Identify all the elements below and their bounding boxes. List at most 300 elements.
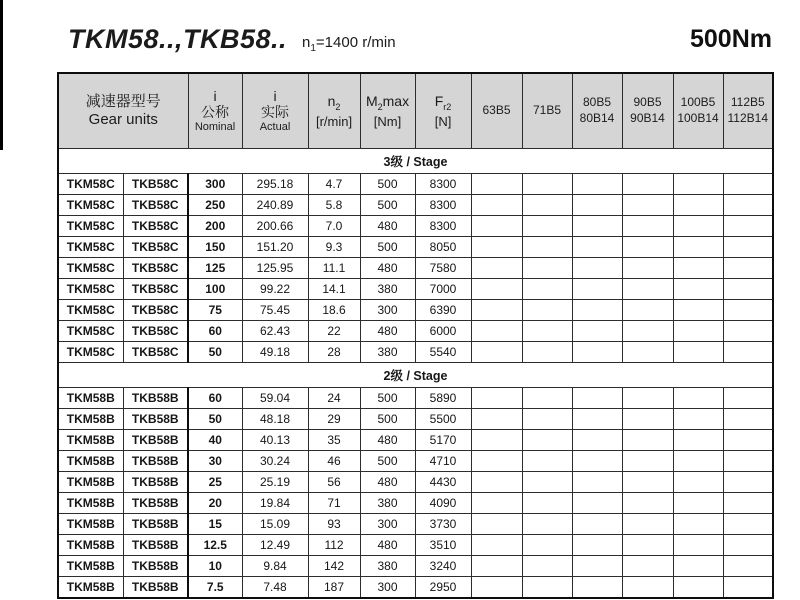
table-cell: TKM58C <box>58 174 123 195</box>
motor-cell-empty <box>673 430 723 451</box>
table-cell: 380 <box>360 556 415 577</box>
table-cell: 500 <box>360 451 415 472</box>
table-cell: 5540 <box>415 342 471 363</box>
col-header-motor-71b5: 71B5 <box>522 73 572 149</box>
n2-symbol: n <box>327 92 336 109</box>
table-cell: TKM58B <box>58 409 123 430</box>
motor-cell-empty <box>723 300 773 321</box>
table-cell: 480 <box>360 258 415 279</box>
i-actual-en: Actual <box>259 120 291 133</box>
motor-cell-empty <box>471 300 522 321</box>
table-cell: TKB58B <box>123 577 188 599</box>
table-cell: 15.09 <box>242 514 308 535</box>
table-cell: 49.18 <box>242 342 308 363</box>
table-cell: 100 <box>188 279 242 300</box>
table-cell: TKB58B <box>123 493 188 514</box>
motor-cell-empty <box>471 321 522 342</box>
table-cell: 142 <box>308 556 360 577</box>
motor-cell-empty <box>471 237 522 258</box>
motor-cell-empty <box>673 409 723 430</box>
table-cell: 500 <box>360 388 415 409</box>
motor-cell-empty <box>622 195 673 216</box>
table-cell: 500 <box>360 174 415 195</box>
spec-table-body <box>58 149 773 599</box>
table-cell: TKM58C <box>58 321 123 342</box>
motor-cell-empty <box>622 216 673 237</box>
motor-cell-empty <box>673 493 723 514</box>
table-cell: TKB58B <box>123 535 188 556</box>
table-cell: TKB58C <box>123 216 188 237</box>
motor-cell-empty <box>723 342 773 363</box>
table-cell: 3240 <box>415 556 471 577</box>
fr2-symbol: F <box>434 92 444 109</box>
table-cell: 56 <box>308 472 360 493</box>
motor-cell-empty <box>522 430 572 451</box>
header-row <box>58 73 773 149</box>
table-cell: 12.5 <box>188 535 242 556</box>
table-row <box>58 258 773 279</box>
motor-cell-empty <box>522 577 572 599</box>
table-cell: 40 <box>188 430 242 451</box>
table-cell: 30 <box>188 451 242 472</box>
col-header-n2 <box>308 73 360 149</box>
col-header-i-nominal <box>188 73 242 149</box>
table-cell: TKB58C <box>123 195 188 216</box>
table-cell: 4710 <box>415 451 471 472</box>
i-actual-symbol: i <box>273 88 277 105</box>
stage-label: 2级 / Stage <box>58 363 773 388</box>
table-cell: 380 <box>360 342 415 363</box>
motor-cell-empty <box>673 342 723 363</box>
table-row <box>58 451 773 472</box>
table-cell: 112 <box>308 535 360 556</box>
table-cell: 5500 <box>415 409 471 430</box>
motor-cell-empty <box>572 409 622 430</box>
table-cell: TKM58B <box>58 556 123 577</box>
table-cell: 300 <box>360 300 415 321</box>
table-cell: 380 <box>360 279 415 300</box>
motor-cell-empty <box>572 216 622 237</box>
table-row <box>58 493 773 514</box>
stage-band-row <box>58 363 773 388</box>
motor-cell-empty <box>723 388 773 409</box>
i-actual-zh: 实际 <box>261 104 290 121</box>
col-header-motor-100b5: 100B5 100B14 <box>673 73 723 149</box>
table-cell: 2950 <box>415 577 471 599</box>
table-cell: 125.95 <box>242 258 308 279</box>
table-cell: 150 <box>188 237 242 258</box>
table-cell: 48.18 <box>242 409 308 430</box>
motor-cell-empty <box>471 342 522 363</box>
table-cell: 480 <box>360 472 415 493</box>
gear-units-label-zh: 减速器型号 <box>85 93 161 110</box>
table-cell: 7.0 <box>308 216 360 237</box>
gear-spec-table <box>57 72 774 599</box>
table-cell: 6390 <box>415 300 471 321</box>
table-cell: 500 <box>360 237 415 258</box>
speed-subscript: 1 <box>310 43 316 54</box>
table-cell: TKM58C <box>58 216 123 237</box>
motor-cell-empty <box>622 174 673 195</box>
motor-cell-empty <box>673 514 723 535</box>
motor-cell-empty <box>622 237 673 258</box>
table-cell: TKB58B <box>123 388 188 409</box>
col-header-motor-90b5: 90B5 90B14 <box>622 73 673 149</box>
table-cell: 62.43 <box>242 321 308 342</box>
motor-cell-empty <box>522 556 572 577</box>
table-cell: 9.84 <box>242 556 308 577</box>
table-cell: 200 <box>188 216 242 237</box>
table-cell: 6000 <box>415 321 471 342</box>
table-row <box>58 342 773 363</box>
motor-cell-empty <box>723 279 773 300</box>
fr2-subscript: r2 <box>443 101 452 112</box>
motor-cell-empty <box>673 472 723 493</box>
motor-cell-empty <box>471 279 522 300</box>
motor-cell-empty <box>723 216 773 237</box>
motor-cell-empty <box>572 258 622 279</box>
motor-cell-empty <box>572 493 622 514</box>
table-cell: 4090 <box>415 493 471 514</box>
table-cell: TKM58C <box>58 342 123 363</box>
motor-cell-empty <box>522 174 572 195</box>
table-cell: 8300 <box>415 174 471 195</box>
motor-cell-empty <box>522 279 572 300</box>
motor-cell-empty <box>522 216 572 237</box>
table-cell: 3510 <box>415 535 471 556</box>
motor-cell-empty <box>522 195 572 216</box>
table-cell: 35 <box>308 430 360 451</box>
scan-edge-artifact <box>0 0 3 150</box>
motor-cell-empty <box>522 321 572 342</box>
motor-cell-empty <box>471 174 522 195</box>
table-cell: TKB58C <box>123 174 188 195</box>
motor-cell-empty <box>572 195 622 216</box>
m2max-suffix: max <box>382 92 410 109</box>
motor-cell-empty <box>723 174 773 195</box>
motor-cell-empty <box>572 514 622 535</box>
motor-cell-empty <box>673 279 723 300</box>
motor-cell-empty <box>572 430 622 451</box>
table-cell: 60 <box>188 321 242 342</box>
n2-unit: [r/min] <box>315 114 353 130</box>
table-cell: TKM58B <box>58 514 123 535</box>
table-cell: TKB58C <box>123 279 188 300</box>
motor-cell-empty <box>673 535 723 556</box>
motor-cell-empty <box>522 258 572 279</box>
table-row <box>58 174 773 195</box>
i-nominal-zh: 公称 <box>201 104 230 121</box>
table-cell: 380 <box>360 493 415 514</box>
table-cell: 28 <box>308 342 360 363</box>
motor-cell-empty <box>723 409 773 430</box>
table-cell: 480 <box>360 216 415 237</box>
table-cell: 300 <box>360 577 415 599</box>
table-cell: TKM58C <box>58 258 123 279</box>
table-row <box>58 556 773 577</box>
table-cell: TKB58B <box>123 556 188 577</box>
table-cell: 7.5 <box>188 577 242 599</box>
table-cell: 9.3 <box>308 237 360 258</box>
motor-cell-empty <box>522 237 572 258</box>
table-cell: 300 <box>360 514 415 535</box>
table-cell: TKB58B <box>123 409 188 430</box>
table-cell: 151.20 <box>242 237 308 258</box>
motor-cell-empty <box>723 577 773 599</box>
m2max-subscript: 2 <box>377 101 383 112</box>
table-cell: 10 <box>188 556 242 577</box>
motor-cell-empty <box>522 514 572 535</box>
motor-cell-empty <box>572 174 622 195</box>
motor-cell-empty <box>572 472 622 493</box>
table-cell: TKM58C <box>58 237 123 258</box>
table-cell: 7580 <box>415 258 471 279</box>
table-cell: 295.18 <box>242 174 308 195</box>
motor-cell-empty <box>572 321 622 342</box>
motor-cell-empty <box>673 174 723 195</box>
fr2-unit: [N] <box>434 114 452 130</box>
table-cell: 14.1 <box>308 279 360 300</box>
table-cell: 40.13 <box>242 430 308 451</box>
table-cell: TKB58B <box>123 430 188 451</box>
table-cell: 5890 <box>415 388 471 409</box>
motor-cell-empty <box>622 556 673 577</box>
table-cell: 200.66 <box>242 216 308 237</box>
table-cell: 5170 <box>415 430 471 451</box>
table-cell: 20 <box>188 493 242 514</box>
table-cell: 240.89 <box>242 195 308 216</box>
motor-cell-empty <box>673 451 723 472</box>
motor-cell-empty <box>723 451 773 472</box>
m2max-unit: [Nm] <box>373 114 402 130</box>
table-cell: TKB58C <box>123 237 188 258</box>
motor-cell-empty <box>471 430 522 451</box>
motor-cell-empty <box>522 493 572 514</box>
i-nominal-en: Nominal <box>194 120 236 133</box>
table-cell: 25.19 <box>242 472 308 493</box>
table-cell: 25 <box>188 472 242 493</box>
motor-cell-empty <box>522 535 572 556</box>
table-cell: TKM58B <box>58 535 123 556</box>
speed-value: =1400 r/min <box>315 34 396 51</box>
table-cell: 4.7 <box>308 174 360 195</box>
motor-cell-empty <box>723 237 773 258</box>
motor-cell-empty <box>572 535 622 556</box>
motor-cell-empty <box>471 472 522 493</box>
table-cell: 46 <box>308 451 360 472</box>
table-cell: 7000 <box>415 279 471 300</box>
table-cell: 15 <box>188 514 242 535</box>
table-cell: 75 <box>188 300 242 321</box>
table-cell: 59.04 <box>242 388 308 409</box>
motor-cell-empty <box>522 409 572 430</box>
motor-cell-empty <box>471 535 522 556</box>
n2-subscript: 2 <box>335 101 341 112</box>
col-header-motor-63b5: 63B5 <box>471 73 522 149</box>
table-cell: 8300 <box>415 216 471 237</box>
motor-cell-empty <box>622 577 673 599</box>
motor-cell-empty <box>572 556 622 577</box>
motor-cell-empty <box>471 577 522 599</box>
motor-cell-empty <box>622 493 673 514</box>
table-cell: TKM58C <box>58 279 123 300</box>
table-row <box>58 472 773 493</box>
motor-cell-empty <box>723 472 773 493</box>
motor-cell-empty <box>622 409 673 430</box>
motor-cell-empty <box>673 195 723 216</box>
motor-cell-empty <box>723 535 773 556</box>
table-cell: 5.8 <box>308 195 360 216</box>
table-cell: 8050 <box>415 237 471 258</box>
table-cell: 500 <box>360 195 415 216</box>
table-cell: 12.49 <box>242 535 308 556</box>
table-cell: 500 <box>360 409 415 430</box>
table-cell: 22 <box>308 321 360 342</box>
motor-cell-empty <box>522 451 572 472</box>
motor-cell-empty <box>572 388 622 409</box>
motor-cell-empty <box>471 556 522 577</box>
table-cell: 93 <box>308 514 360 535</box>
col-header-motor-112b5: 112B5 112B14 <box>723 73 773 149</box>
table-cell: 29 <box>308 409 360 430</box>
motor-cell-empty <box>572 237 622 258</box>
table-cell: TKB58C <box>123 342 188 363</box>
table-cell: 3730 <box>415 514 471 535</box>
motor-cell-empty <box>572 451 622 472</box>
motor-cell-empty <box>622 342 673 363</box>
table-cell: TKB58C <box>123 321 188 342</box>
motor-cell-empty <box>723 556 773 577</box>
torque-rating: 500Nm <box>690 25 772 53</box>
col-header-i-actual <box>242 73 308 149</box>
table-row <box>58 300 773 321</box>
motor-cell-empty <box>723 430 773 451</box>
table-cell: 7.48 <box>242 577 308 599</box>
motor-cell-empty <box>673 556 723 577</box>
table-cell: TKM58C <box>58 195 123 216</box>
motor-cell-empty <box>723 514 773 535</box>
table-row <box>58 514 773 535</box>
table-cell: TKM58C <box>58 300 123 321</box>
motor-cell-empty <box>673 258 723 279</box>
motor-cell-empty <box>572 577 622 599</box>
i-nominal-symbol: i <box>213 88 217 105</box>
motor-cell-empty <box>622 321 673 342</box>
table-cell: TKB58B <box>123 451 188 472</box>
motor-cell-empty <box>673 216 723 237</box>
col-header-fr2 <box>415 73 471 149</box>
table-cell: 480 <box>360 535 415 556</box>
table-row <box>58 388 773 409</box>
motor-cell-empty <box>723 493 773 514</box>
table-cell: 50 <box>188 409 242 430</box>
table-row <box>58 195 773 216</box>
motor-cell-empty <box>622 451 673 472</box>
motor-cell-empty <box>471 514 522 535</box>
motor-cell-empty <box>622 535 673 556</box>
motor-cell-empty <box>471 409 522 430</box>
table-cell: 187 <box>308 577 360 599</box>
motor-cell-empty <box>522 388 572 409</box>
motor-cell-empty <box>622 514 673 535</box>
motor-cell-empty <box>522 472 572 493</box>
table-cell: 11.1 <box>308 258 360 279</box>
motor-cell-empty <box>471 216 522 237</box>
motor-cell-empty <box>673 237 723 258</box>
table-cell: 50 <box>188 342 242 363</box>
table-cell: 60 <box>188 388 242 409</box>
table-row <box>58 409 773 430</box>
page-title: TKM58..,TKB58.. <box>68 24 288 54</box>
motor-cell-empty <box>723 195 773 216</box>
table-cell: TKM58B <box>58 493 123 514</box>
motor-cell-empty <box>471 451 522 472</box>
motor-cell-empty <box>622 279 673 300</box>
col-header-m2max <box>360 73 415 149</box>
motor-cell-empty <box>723 321 773 342</box>
motor-cell-empty <box>522 300 572 321</box>
m2max-symbol: M <box>365 92 378 109</box>
table-cell: TKB58C <box>123 258 188 279</box>
table-row <box>58 430 773 451</box>
table-row <box>58 216 773 237</box>
table-cell: 4430 <box>415 472 471 493</box>
table-cell: TKB58B <box>123 514 188 535</box>
table-cell: TKM58B <box>58 577 123 599</box>
table-cell: TKM58B <box>58 388 123 409</box>
motor-cell-empty <box>471 493 522 514</box>
table-cell: TKB58B <box>123 472 188 493</box>
col-header-motor-80b5: 80B5 80B14 <box>572 73 622 149</box>
table-cell: 480 <box>360 321 415 342</box>
table-cell: 99.22 <box>242 279 308 300</box>
table-row <box>58 237 773 258</box>
motor-cell-empty <box>673 577 723 599</box>
stage-band-row <box>58 149 773 174</box>
motor-cell-empty <box>622 388 673 409</box>
motor-cell-empty <box>622 472 673 493</box>
motor-cell-empty <box>622 258 673 279</box>
motor-cell-empty <box>673 388 723 409</box>
speed-symbol: n <box>302 34 311 51</box>
motor-cell-empty <box>622 430 673 451</box>
table-cell: 75.45 <box>242 300 308 321</box>
table-cell: 125 <box>188 258 242 279</box>
table-cell: 300 <box>188 174 242 195</box>
table-cell: TKM58B <box>58 451 123 472</box>
input-speed-note <box>302 34 396 54</box>
table-cell: 24 <box>308 388 360 409</box>
col-header-gear-units <box>58 73 188 149</box>
table-row <box>58 279 773 300</box>
motor-cell-empty <box>723 258 773 279</box>
table-cell: 30.24 <box>242 451 308 472</box>
stage-label: 3级 / Stage <box>58 149 773 174</box>
motor-cell-empty <box>471 195 522 216</box>
motor-cell-empty <box>572 300 622 321</box>
gear-units-label-en: Gear units <box>88 111 158 128</box>
motor-cell-empty <box>471 388 522 409</box>
motor-cell-empty <box>622 300 673 321</box>
table-cell: 8300 <box>415 195 471 216</box>
table-cell: TKM58B <box>58 472 123 493</box>
table-row <box>58 577 773 599</box>
motor-cell-empty <box>673 321 723 342</box>
table-cell: TKB58C <box>123 300 188 321</box>
motor-cell-empty <box>522 342 572 363</box>
table-cell: 250 <box>188 195 242 216</box>
table-cell: 71 <box>308 493 360 514</box>
